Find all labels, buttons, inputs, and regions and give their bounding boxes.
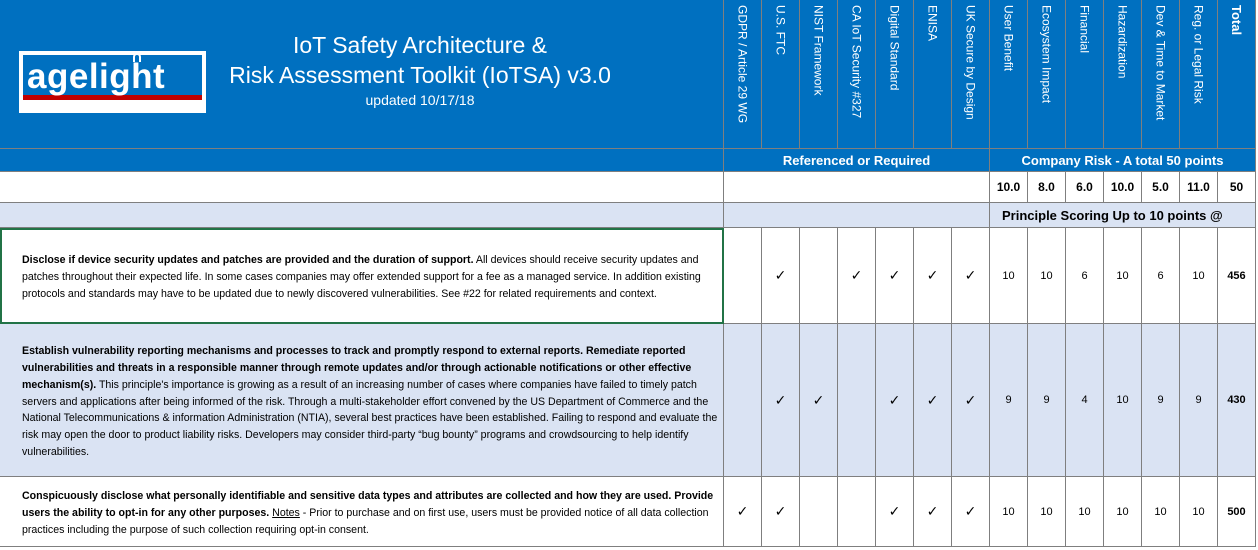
- score-value: 9: [1157, 394, 1164, 406]
- column-header: [914, 0, 952, 149]
- checkmark-icon: ✓: [774, 267, 787, 283]
- company-risk-banner: [990, 149, 1256, 172]
- weight-cell: [1142, 172, 1180, 203]
- updated-date: updated 10/17/18: [365, 92, 475, 108]
- check-cell: [876, 477, 914, 547]
- check-cell: [838, 477, 876, 547]
- weight-cell: [1028, 172, 1066, 203]
- score-value: 10: [1154, 505, 1167, 518]
- column-header: [1180, 0, 1218, 149]
- checkmark-icon: ✓: [812, 391, 825, 408]
- check-cell: [800, 477, 838, 547]
- column-header: [952, 0, 990, 149]
- score-value: 9: [1043, 394, 1050, 406]
- checkmark-icon: ✓: [926, 267, 939, 283]
- principle-text-cell[interactable]: [0, 477, 724, 547]
- lock-icon: [133, 53, 141, 62]
- check-cell: [838, 324, 876, 477]
- score-value: 4: [1081, 394, 1088, 406]
- logo-text-age: age: [27, 57, 89, 96]
- weight-value: 8.0: [1038, 180, 1055, 194]
- checkmark-icon: ✓: [888, 391, 901, 408]
- checkmark-icon: ✓: [850, 267, 863, 283]
- score-cell: [1104, 477, 1142, 547]
- column-header-label: CA IoT Security #327: [849, 5, 864, 119]
- checkmark-icon: ✓: [888, 267, 901, 283]
- principle-body-text: All devices should receive security updates and patches throughout their expected life. In some cases companies may offer extended support for a fee as a managed service. In addition existing protocols and standards may have to be updated due to newly discovered vulnerabilities. See #22 for related requirements and context.: [22, 254, 701, 300]
- company-risk-banner-label: Company Risk - A total 50 points: [1021, 152, 1224, 168]
- check-cell: [952, 477, 990, 547]
- score-cell: [990, 324, 1028, 477]
- weight-cell: [1104, 172, 1142, 203]
- score-cell: [1066, 477, 1104, 547]
- score-cell: [1180, 228, 1218, 324]
- checkmark-icon: ✓: [736, 503, 749, 519]
- score-cell: [1180, 324, 1218, 477]
- checkmark-icon: ✓: [888, 503, 901, 519]
- checkmark-icon: ✓: [964, 267, 977, 283]
- column-header-label: ENISA: [925, 5, 940, 42]
- column-header: [1104, 0, 1142, 149]
- principle-text-cell[interactable]: [0, 228, 724, 324]
- weight-value: 11.0: [1187, 180, 1210, 194]
- scoring-banner-label: Principle Scoring Up to 10 points @: [1002, 207, 1223, 223]
- score-value: 10: [1040, 269, 1053, 282]
- score-value: 10: [1040, 505, 1053, 518]
- weight-cell: [990, 172, 1028, 203]
- weight-value: 10.0: [1110, 180, 1135, 194]
- principle-bold-text: Establish vulnerability reporting mechanisms and processes to track and promptly respond to external reports. Remediate reported vulnerabilities and threats in a responsible manner through remote updates and/or through actionable notifications or other effective mechanism(s).: [22, 344, 692, 391]
- column-header: [838, 0, 876, 149]
- check-cell: [876, 324, 914, 477]
- check-cell: [762, 324, 800, 477]
- column-header: [762, 0, 800, 149]
- check-cell: [724, 324, 762, 477]
- check-cell: [762, 228, 800, 324]
- principle-bold-text: Disclose if device security updates and patches are provided and the duration of support.: [22, 254, 474, 267]
- column-header: [800, 0, 838, 149]
- score-value: 6: [1157, 269, 1164, 282]
- checkmark-icon: ✓: [964, 503, 977, 519]
- score-cell: [1180, 477, 1218, 547]
- score-cell: [1028, 228, 1066, 324]
- doc-title-line2: Risk Assessment Toolkit (IoTSA) v3.0: [229, 62, 611, 88]
- score-cell: [1142, 477, 1180, 547]
- score-value: 10: [1116, 269, 1129, 282]
- column-header: [990, 0, 1028, 149]
- weight-value: 6.0: [1076, 180, 1093, 194]
- column-header: [1142, 0, 1180, 149]
- agelight-logo: [19, 51, 206, 113]
- checkmark-icon: ✓: [774, 391, 787, 408]
- column-header: [1066, 0, 1104, 149]
- score-value: 9: [1005, 394, 1012, 406]
- score-value: 10: [1116, 505, 1129, 518]
- notes-label: Notes: [272, 507, 300, 520]
- column-header-label: Total: [1229, 5, 1244, 36]
- total-cell: [1218, 477, 1256, 547]
- weight-value: 10.0: [996, 180, 1021, 194]
- check-cell: [800, 324, 838, 477]
- total-cell: [1218, 324, 1256, 477]
- score-value: 10: [1192, 269, 1205, 282]
- column-header: [876, 0, 914, 149]
- check-cell: [914, 228, 952, 324]
- score-cell: [990, 228, 1028, 324]
- total-value: 430: [1227, 394, 1246, 406]
- score-value: 10: [1002, 269, 1015, 282]
- check-cell: [914, 324, 952, 477]
- check-cell: [724, 228, 762, 324]
- check-cell: [952, 228, 990, 324]
- score-value: 6: [1081, 269, 1088, 282]
- column-header-label: Reg. or Legal Risk: [1191, 5, 1206, 104]
- weights-ref-cell: [724, 172, 990, 203]
- score-value: 10: [1078, 505, 1091, 518]
- principle-text: [22, 488, 719, 539]
- checkmark-icon: ✓: [964, 391, 977, 408]
- total-cell: [1218, 228, 1256, 324]
- checkmark-icon: ✓: [926, 391, 939, 408]
- score-value: 10: [1192, 505, 1205, 518]
- weight-value: 5.0: [1152, 180, 1169, 194]
- check-cell: [952, 324, 990, 477]
- score-value: 10: [1116, 394, 1129, 406]
- score-cell: [1142, 324, 1180, 477]
- score-cell: [1142, 228, 1180, 324]
- column-header-label: User Benefit: [1001, 5, 1016, 72]
- score-value: 9: [1195, 394, 1202, 406]
- score-cell: [990, 477, 1028, 547]
- column-header-label: Ecosystem Impact: [1039, 5, 1054, 104]
- weight-cell: [1218, 172, 1256, 203]
- logo-text-light: light: [88, 57, 166, 96]
- check-cell: [724, 477, 762, 547]
- weight-value: 50: [1229, 180, 1244, 194]
- column-header-label: Financial: [1077, 5, 1092, 54]
- score-cell: [1028, 324, 1066, 477]
- column-header-label: Dev & Time to Market: [1153, 5, 1168, 121]
- score-cell: [1104, 228, 1142, 324]
- column-header: [1218, 0, 1256, 149]
- column-header-label: Digital Standard: [887, 5, 902, 91]
- principle-text-cell[interactable]: [0, 324, 724, 477]
- check-cell: [800, 228, 838, 324]
- total-value: 456: [1227, 269, 1246, 282]
- label-col-banner: [0, 149, 724, 172]
- check-cell: [762, 477, 800, 547]
- check-cell: [876, 228, 914, 324]
- doc-title-line1: IoT Safety Architecture &: [293, 32, 547, 58]
- title-block: [0, 0, 724, 149]
- principle-text: [22, 252, 719, 303]
- column-header-label: UK Secure by Design: [963, 5, 978, 120]
- principle-text: [22, 343, 719, 461]
- referenced-banner-label: Referenced or Required: [782, 152, 931, 168]
- principle-body-text: This principle's importance is growing as a result of an increasing number of cases where companies have failed to timely patch servers and applications after being informed of the risk. Through a multi-stakeholder effort convened by the US Department of Commerce and the National Telecommunications & information Administration (NTIA), several best practices have been established. Failing to respond and evaluate the risk may open the door to product liability risks. Developers may consider third-party “bug bounty” programs and crowdsourcing to help identify vulnerabilities.: [22, 378, 718, 459]
- weight-cell: [1066, 172, 1104, 203]
- score-cell: [1104, 324, 1142, 477]
- check-cell: [914, 477, 952, 547]
- column-header: [1028, 0, 1066, 149]
- scoring-ref-cell: [724, 203, 990, 228]
- total-value: 500: [1227, 505, 1246, 518]
- checkmark-icon: ✓: [926, 503, 939, 519]
- column-header-label: U.S. FTC: [773, 5, 788, 55]
- weight-cell: [1180, 172, 1218, 203]
- column-header-label: GDPR / Article 29 WG: [735, 5, 750, 124]
- principle-bold-text: Conspicuously disclose what personally identifiable and sensitive data types and attributes are collected and how they are used. Provide users the ability to opt-in for any other purposes.: [22, 490, 714, 520]
- checkmark-icon: ✓: [774, 503, 787, 519]
- scoring-banner: [990, 203, 1256, 228]
- score-cell: [1066, 228, 1104, 324]
- column-header-label: NIST Framework: [811, 5, 826, 96]
- check-cell: [838, 228, 876, 324]
- principle-body-text: - Prior to purchase and on first use, users must be provided notice of all data collection practices including the purpose of such collection requiring opt-in consent.: [22, 507, 709, 536]
- score-cell: [1066, 324, 1104, 477]
- referenced-banner: [724, 149, 990, 172]
- column-header-label: Hazardization: [1115, 5, 1130, 79]
- weights-label-cell: [0, 172, 724, 203]
- score-cell: [1028, 477, 1066, 547]
- column-header: [724, 0, 762, 149]
- scoring-label-cell: [0, 203, 724, 228]
- score-value: 10: [1002, 505, 1015, 518]
